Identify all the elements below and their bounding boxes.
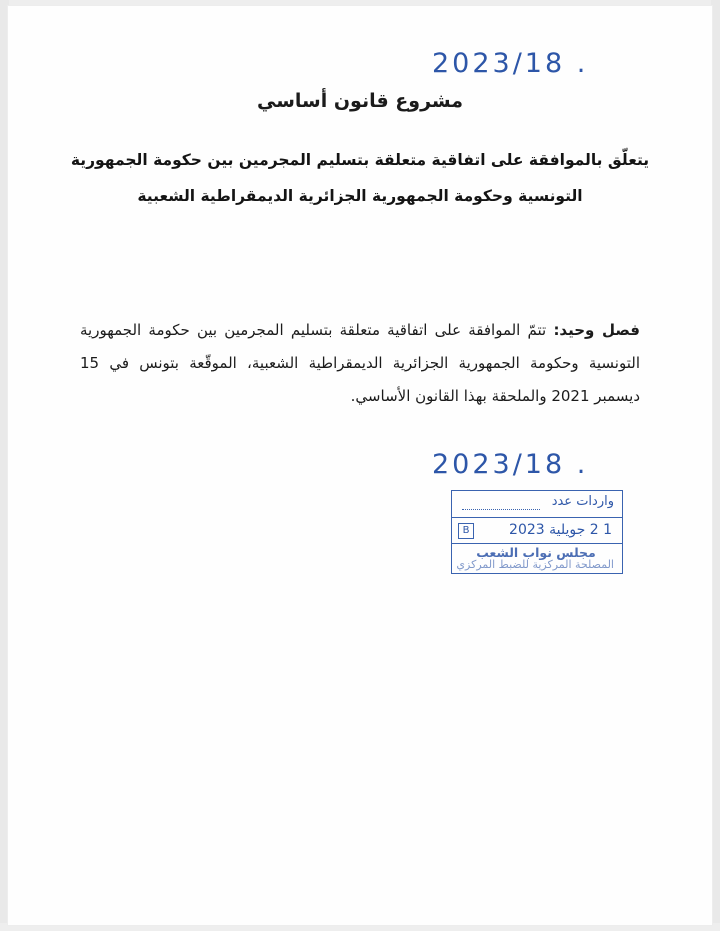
stamp-date-day: 2 1	[589, 522, 612, 538]
article-label: فصل وحيد:	[553, 321, 640, 339]
stamp-divider-top	[452, 517, 622, 518]
article-block	[80, 314, 640, 413]
stamp-date	[509, 522, 612, 538]
stamp-dotted-line	[462, 509, 540, 510]
article-text: تتمّ الموافقة على اتفاقية متعلقة بتسليم المجرمين بين حكومة الجمهورية التونسية وحكومة الجمهورية الجزائرية الديمقراطية الشعبية، الموقّعة بتونس في 15 ديسمبر 2021 والملحقة بهذا القانون الأساسي.	[80, 321, 640, 405]
stamp-box-letter: B	[458, 523, 474, 539]
document-subtitle: يتعلّق بالموافقة على اتفاقية متعلقة بتسليم المجرمين بين حكومة الجمهورية التونسية وحكومة الجمهورية الجزائرية الديمقراطية الشعبية	[70, 151, 650, 205]
stamp-date-year: 2023	[509, 522, 545, 538]
document-page	[8, 6, 712, 925]
page-title: مشروع قانون أساسي	[256, 90, 463, 112]
stamp-organization-line1: مجلس نواب الشعب	[476, 545, 596, 560]
stamp-divider-bottom	[452, 543, 622, 544]
stamp-date-month: جويلية	[549, 522, 586, 538]
stamp-organization-line2: المصلحة المركزية للضبط المركزي	[456, 558, 614, 571]
reference-number-middle: 2023/18 .	[432, 449, 589, 480]
stamp-incoming-label: واردات عدد	[551, 494, 614, 509]
reception-stamp	[451, 490, 623, 574]
reference-number-top: 2023/18 .	[432, 48, 589, 79]
scan-edge-right	[711, 0, 720, 931]
